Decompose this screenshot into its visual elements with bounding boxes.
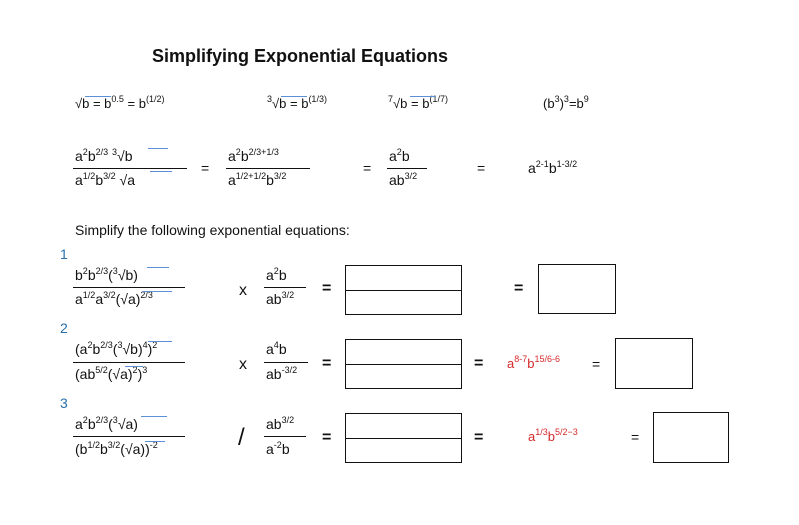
fraction-bar [226,168,310,169]
equals-sign: = [322,355,332,372]
rule-cube-root: $^3√b = b^{(1/3)}$ [267,94,327,111]
equals-sign: = [631,429,640,445]
multiply-operator: x [239,282,247,299]
equals-sign: = [474,355,484,372]
answer-input-fraction[interactable] [345,265,462,315]
root-bar [85,96,111,97]
equals-sign: = [322,429,332,446]
equals-sign: = [514,280,524,297]
root-bar [410,96,436,97]
root-bar [148,148,168,149]
answer-input[interactable] [653,412,729,463]
fraction-bar [73,287,185,288]
divide-operator: / [238,424,245,451]
example-step2-numerator: $a^2b^{2/3+1/3}$ [228,147,279,164]
fraction-bar [264,436,306,437]
problem3-answer: $a^{1/3}b^{5/2-3}$ [528,427,578,444]
rule-sqrt-half: $√b = b^{0.5} = b^{(1/2)}$ [75,94,165,111]
example-step3-numerator: $a^2b$ [389,147,410,164]
equals-sign: = [322,280,332,297]
answer-input[interactable] [538,264,616,314]
rule-power-of-power: $(b^3)^3=b^9$ [543,94,589,111]
problem-number: 2 [60,320,68,336]
answer-input-fraction[interactable] [345,339,462,389]
problem1-numerator: $b^2b^{2/3}(^3√b)$ [75,266,138,283]
instruction-text: Simplify the following exponential equations: [75,222,350,238]
problem1-denominator2: $ab^{3/2}$ [266,290,295,307]
answer-input-fraction[interactable] [345,413,462,463]
root-bar [141,416,167,417]
multiply-operator: x [239,356,247,373]
root-bar [125,366,143,367]
problem2-numerator: $(a^2b^{2/3}(^3√b)^4)^2$ [75,340,158,357]
fraction-bar [73,362,185,363]
root-bar [145,441,165,442]
problem3-numerator2: $ab^{3/2}$ [266,415,295,432]
problem2-denominator: $(ab^{5/2}(√a)^2)^3$ [75,365,148,382]
root-bar [150,171,172,172]
rule-seventh-root: $^7√b = b^{(1/7)}$ [388,94,448,111]
problem3-numerator: $a^2b^{2/3}(^3√a)$ [75,415,138,432]
problem3-denominator2: $a^{-2}b$ [266,440,290,457]
equals-sign: = [201,160,210,176]
fraction-bar [73,436,185,437]
problem3-denominator: $(b^{1/2}b^{3/2}(√a))^{-2}$ [75,440,158,457]
problem2-denominator2: $ab^{-3/2}$ [266,365,298,382]
example-step4-result: $a^{2-1}b^{1-3/2}$ [528,159,578,176]
example-step2-denominator: $a^{1/2+1/2}b^{3/2}$ [228,171,287,188]
problem2-numerator2: $a^4b$ [266,340,287,357]
root-bar [148,341,172,342]
example-step1-denominator: $a^{1/2}b^{3/2}$ √a [75,171,135,188]
root-bar [281,96,307,97]
example-step3-denominator: $ab^{3/2}$ [389,171,418,188]
equals-sign: = [477,160,486,176]
problem-number: 1 [60,246,68,262]
page-title: Simplifying Exponential Equations [152,46,449,66]
problem1-numerator2: $a^2b$ [266,266,287,283]
fraction-bar [264,362,308,363]
fraction-bar [387,168,427,169]
equals-sign: = [592,356,601,372]
equals-sign: = [474,429,484,446]
fraction-bar [73,168,187,169]
problem1-denominator: $a^{1/2}a^{3/2}(√a)^{2/3}$ [75,290,153,307]
example-step1-numerator: $a^2b^{2/3}$ $^3$√b [75,147,133,164]
equals-sign: = [363,160,372,176]
problem-number: 3 [60,395,68,411]
answer-input[interactable] [615,338,693,389]
root-bar [142,291,172,292]
root-bar [147,267,169,268]
problem2-answer: $a^{8-7}b^{15/6-6}$ [507,354,561,371]
fraction-bar [264,287,306,288]
